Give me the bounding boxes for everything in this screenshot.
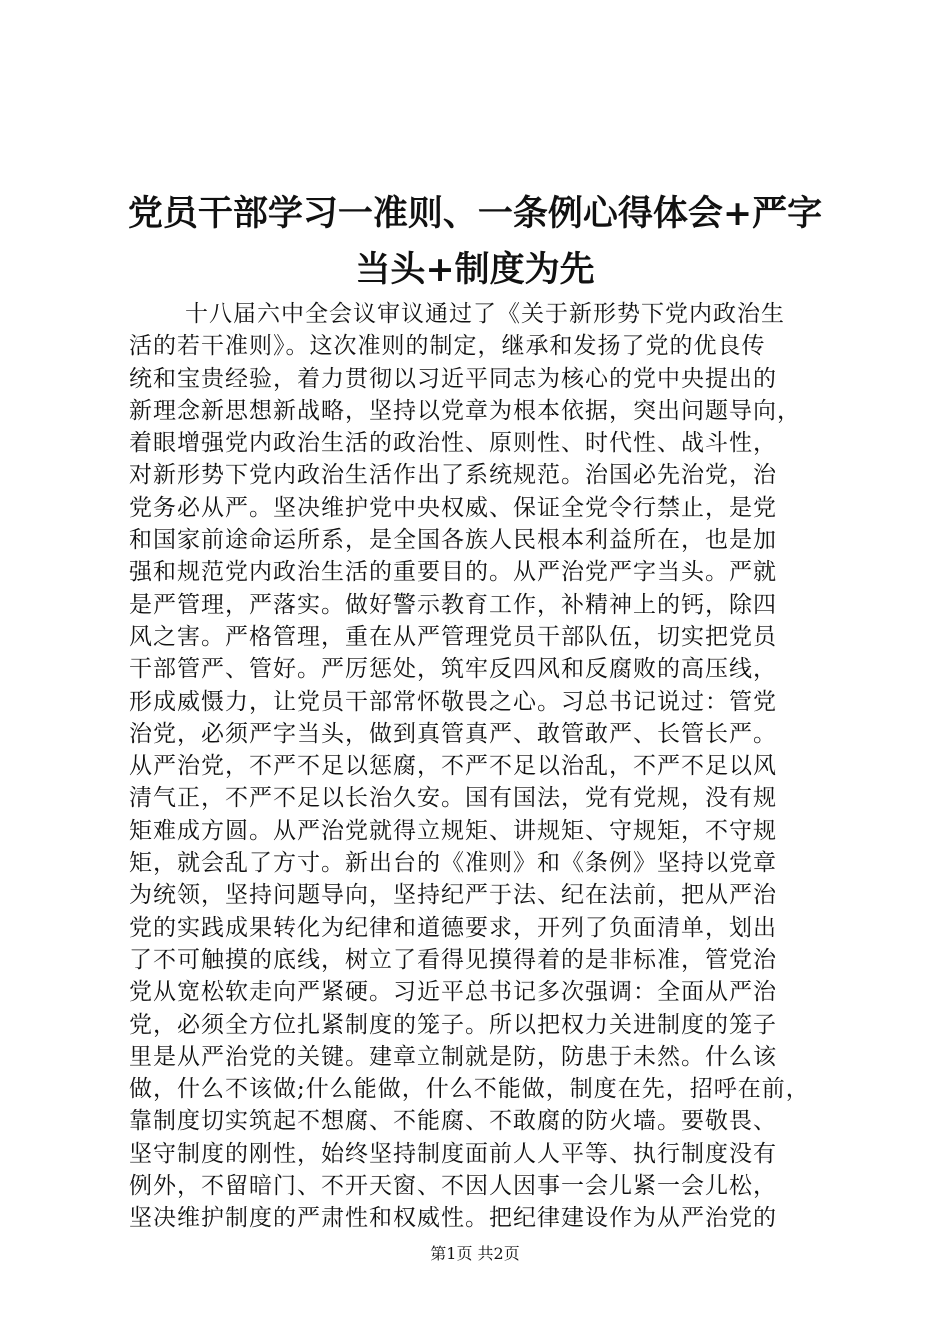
body-line: 清气正，不严不足以长治久安。国有国法，党有党规，没有规 (129, 785, 777, 812)
body-line: 例外，不留暗门、不开天窗、不因人因事一会儿紧一会儿松， (129, 1173, 777, 1200)
body-line: 统和宝贵经验，着力贯彻以习近平同志为核心的党中央提出的 (129, 365, 777, 392)
body-line: 里是从严治党的关键。建章立制就是防，防患于未然。什么该 (129, 1043, 777, 1070)
body-line: 从严治党，不严不足以惩腐，不严不足以治乱，不严不足以风 (129, 753, 777, 780)
body-line: 活的若干准则》。这次准则的制定，继承和发扬了党的优良传 (129, 333, 766, 360)
body-line: 坚决维护制度的严肃性和权威性。把纪律建设作为从严治党的 (129, 1205, 777, 1232)
page-number-footer: 第1页 共2页 (430, 1244, 520, 1263)
title-line-2: 当头+制度为先 (355, 249, 595, 290)
body-line: 党从宽松软走向严紧硬。习近平总书记多次强调：全面从严治 (129, 979, 777, 1006)
body-line: 强和规范党内政治生活的重要目的。从严治党严字当头。严就 (129, 559, 777, 586)
body-line: 对新形势下党内政治生活作出了系统规范。治国必先治党，治 (129, 462, 777, 489)
body-line: 党的实践成果转化为纪律和道德要求，开列了负面清单，划出 (129, 914, 777, 941)
document-body (129, 298, 841, 1235)
body-line: 新理念新思想新战略，坚持以党章为根本依据，突出问题导向， (129, 397, 801, 424)
body-line: 干部管严、管好。严厉惩处，筑牢反四风和反腐败的高压线， (129, 656, 777, 683)
body-line: 十八届六中全会议审议通过了《关于新形势下党内政治生 (185, 301, 785, 327)
body-line: 治党，必须严字当头，做到真管真严、敢管敢严、长管长严。 (129, 720, 777, 747)
body-line: 坚守制度的刚性，始终坚持制度面前人人平等、执行制度没有 (129, 1140, 777, 1167)
body-line: 党，必须全方位扎紧制度的笼子。所以把权力关进制度的笼子 (129, 1011, 777, 1038)
document-title (110, 186, 840, 298)
body-line: 靠制度切实筑起不想腐、不能腐、不敢腐的防火墙。要敬畏、 (129, 1108, 777, 1135)
body-line: 形成威慑力，让党员干部常怀敬畏之心。习总书记说过：管党 (129, 688, 777, 715)
body-line: 矩，就会乱了方寸。新出台的《准则》和《条例》坚持以党章 (129, 850, 777, 877)
body-line: 矩难成方圆。从严治党就得立规矩、讲规矩、守规矩，不守规 (129, 817, 777, 844)
title-line-1: 党员干部学习一准则、一条例心得体会+严字 (127, 193, 823, 234)
body-line: 党务必从严。坚决维护党中央权威、保证全党令行禁止，是党 (129, 494, 777, 521)
body-line: 做，什么不该做;什么能做，什么不能做，制度在先，招呼在前， (129, 1076, 810, 1103)
body-line: 着眼增强党内政治生活的政治性、原则性、时代性、战斗性， (129, 430, 777, 457)
body-line: 和国家前途命运所系，是全国各族人民根本利益所在，也是加 (129, 527, 777, 554)
body-line: 风之害。严格管理，重在从严管理党员干部队伍，切实把党员 (129, 623, 777, 650)
body-line: 是严管理，严落实。做好警示教育工作，补精神上的钙，除四 (129, 591, 777, 618)
body-line: 为统领，坚持问题导向，坚持纪严于法、纪在法前，把从严治 (129, 882, 777, 909)
body-line: 了不可触摸的底线，树立了看得见摸得着的是非标准，管党治 (129, 946, 777, 973)
